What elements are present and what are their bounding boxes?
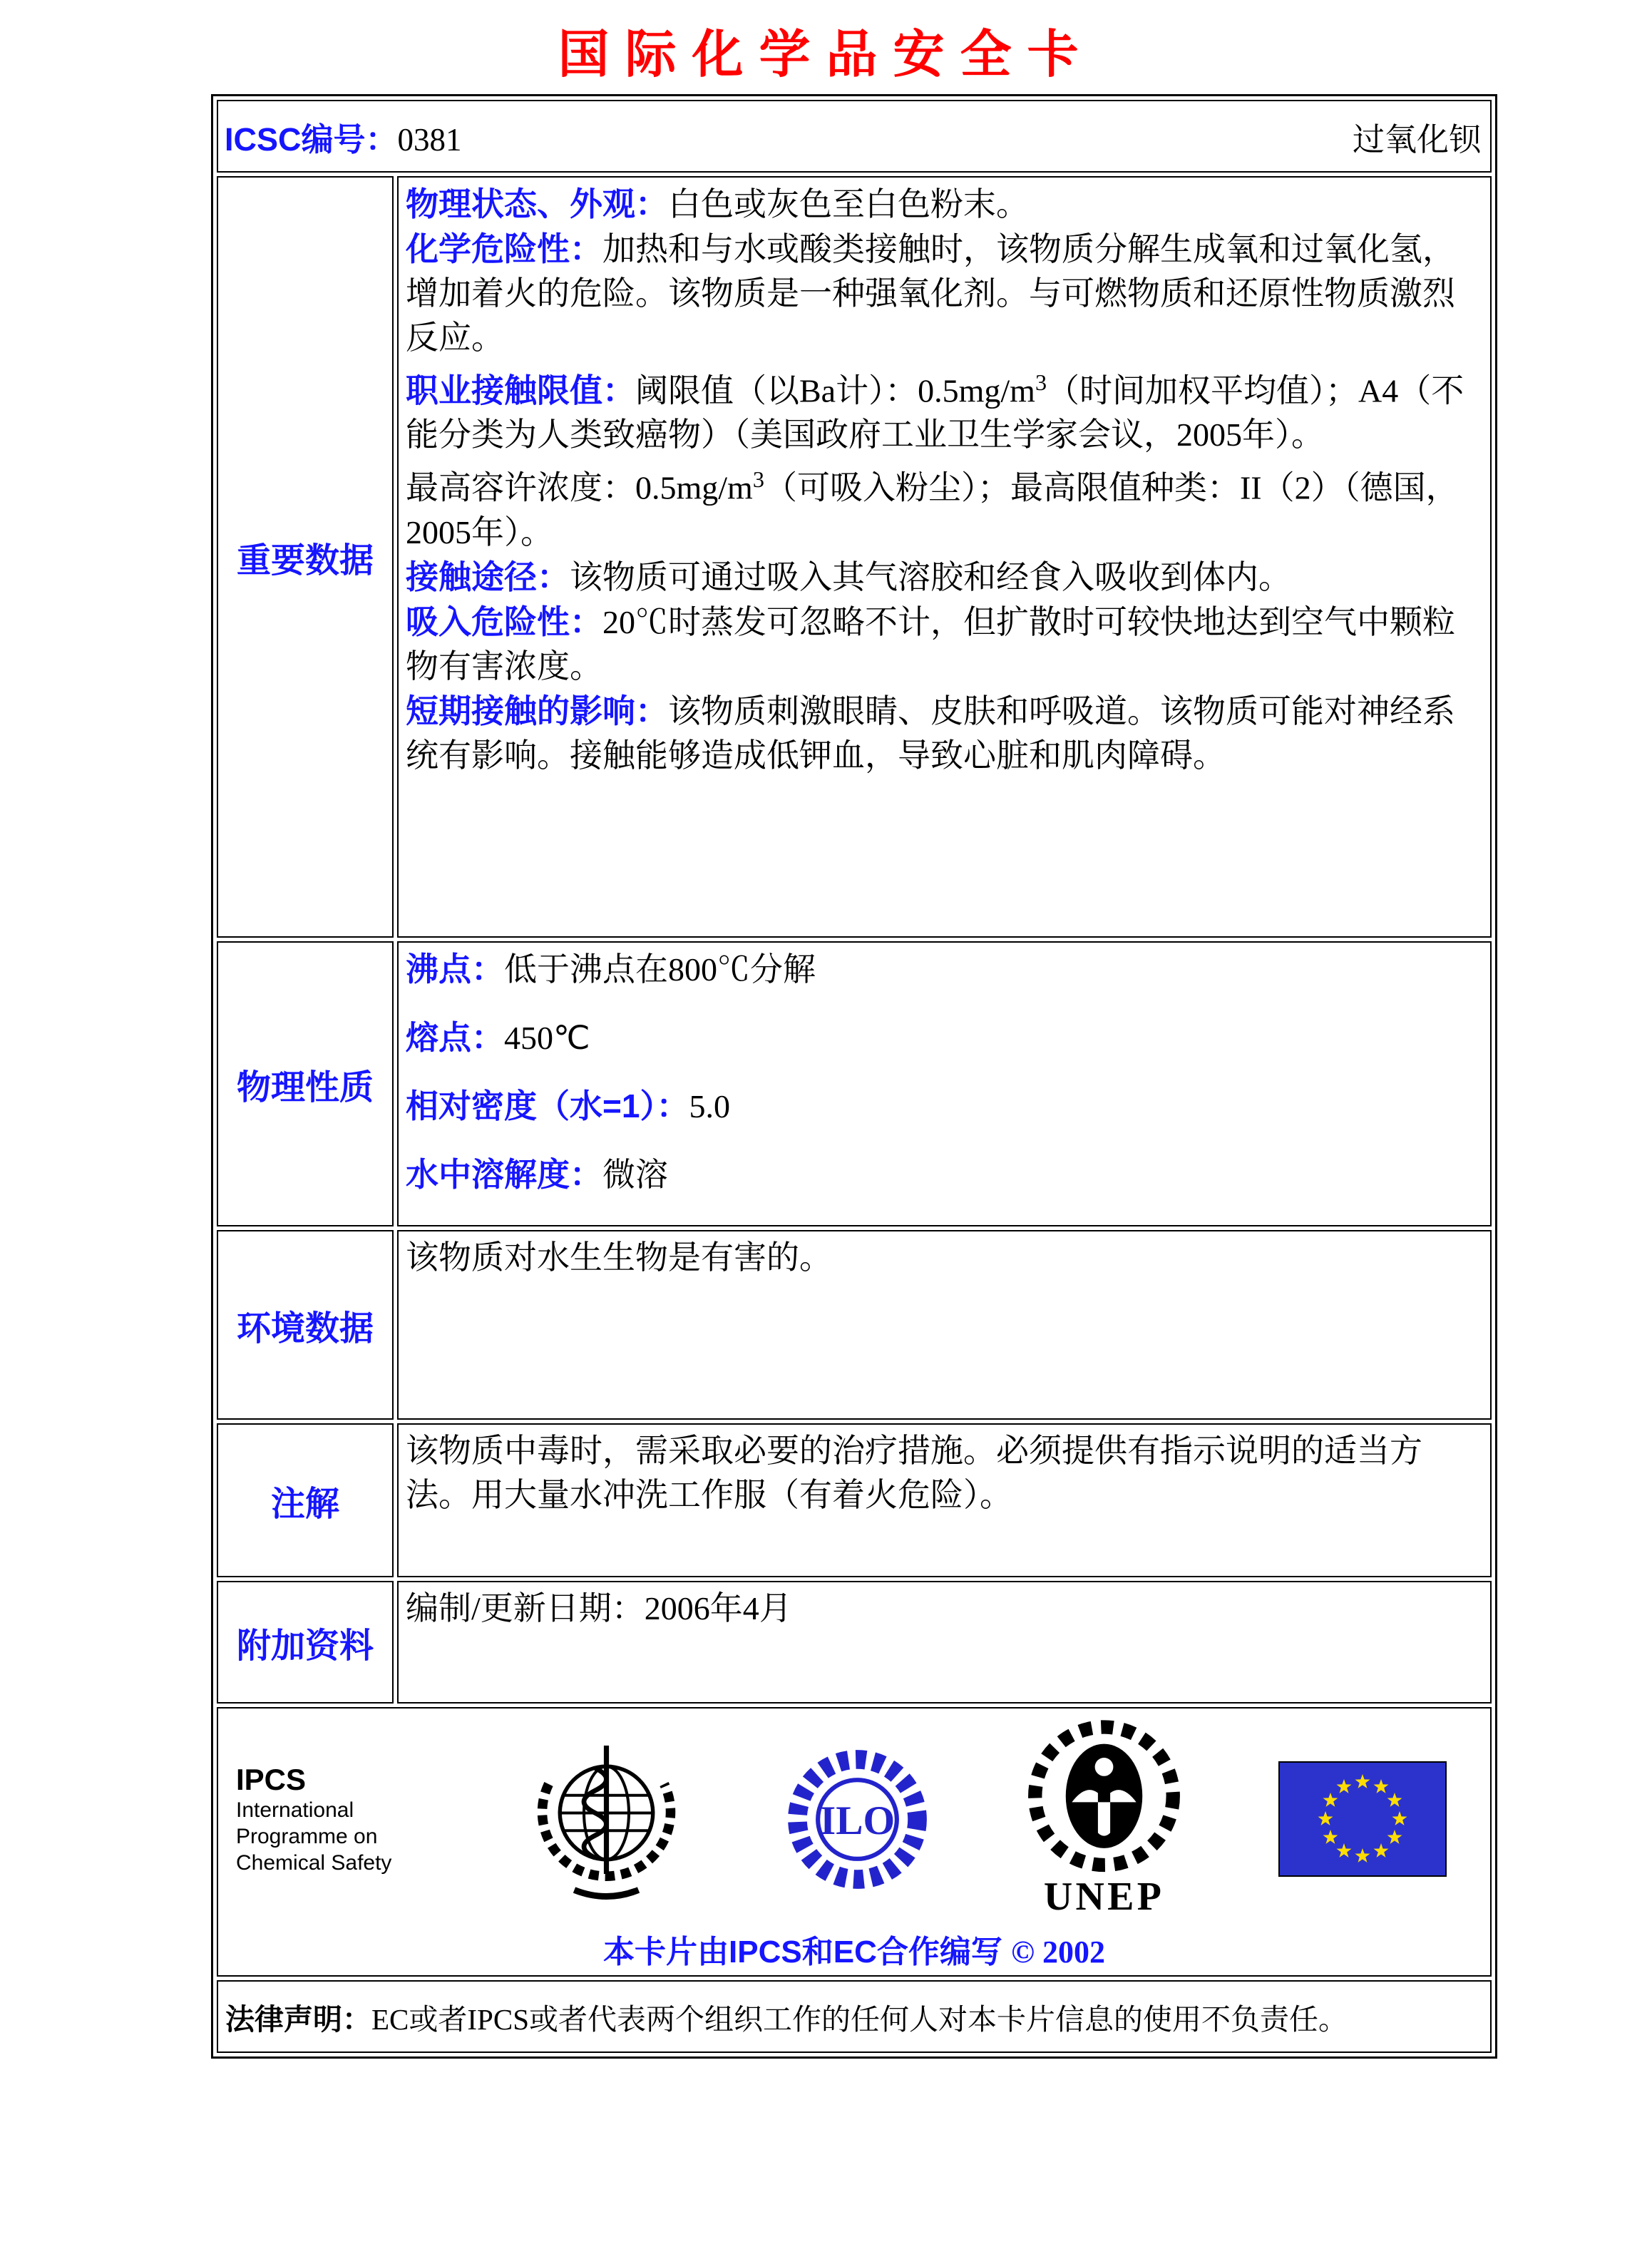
card-header-row: [217, 100, 1492, 173]
section-content-physical-properties: 沸点：低于沸点在800℃分解 熔点：450℃ 相对密度（水=1）：5.0 水中溶解度：微溶: [397, 941, 1492, 1226]
section-row-notes: [217, 1423, 1492, 1577]
section-row-additional-information: [217, 1581, 1492, 1704]
section-label-environmental-data: 环境数据: [217, 1230, 394, 1420]
cooperation-caption: [233, 1926, 1475, 1972]
icsc-number-value: 0381: [397, 121, 462, 158]
page-title: 国际化学品安全卡: [558, 26, 1094, 83]
ipcs-line-1: International: [236, 1798, 354, 1822]
ipcs-text-block: [236, 1763, 429, 1876]
icsc-number: [225, 113, 462, 160]
eu-flag-icon: [1278, 1761, 1447, 1877]
legal-row: [217, 1980, 1492, 2053]
ipcs-line-3: Chemical Safety: [236, 1850, 392, 1875]
section-label-important-data: 重要数据: [217, 176, 394, 938]
section-content-environmental-data: 该物质对水生生物是有害的。: [397, 1230, 1492, 1420]
who-icon: [526, 1736, 687, 1903]
ipcs-line-2: Programme on: [236, 1824, 378, 1848]
section-content-notes: 该物质中毒时，需采取必要的治疗措施。必须提供有指示说明的适当方法。用大量水冲洗工作服（有着火危险）。: [397, 1423, 1492, 1577]
logos-row: [217, 1707, 1492, 1977]
legal-text: EC或者IPCS或者代表两个组织工作的任何人对本卡片信息的使用不负责任。: [371, 2002, 1348, 2036]
section-label-notes: 注解: [217, 1423, 394, 1577]
section-row-environmental-data: [217, 1230, 1492, 1420]
legal-label: 法律声明：: [225, 2002, 371, 2036]
section-content-additional-information: 编制/更新日期：2006年4月: [397, 1581, 1492, 1704]
caption-text: 本卡片由IPCS和EC合作编写: [603, 1935, 1002, 1969]
section-label-additional-information: 附加资料: [217, 1581, 394, 1704]
copyright-text: © 2002: [1011, 1935, 1105, 1969]
unep-letters: UNEP: [1044, 1874, 1165, 1919]
ipcs-acronym: IPCS: [236, 1762, 307, 1796]
section-row-important-data: [217, 176, 1492, 938]
ilo-icon: [784, 1746, 930, 1892]
section-content-important-data: 物理状态、外观：白色或灰色至白色粉末。 化学危险性：加热和与水或酸类接触时，该物质分解生成氧和过氧化氢，增加着火的危险。该物质是一种强氧化剂。与可燃物质和还原性物质激烈反应。 职业接触限值：阈限值（以Ba计）：$0.5mg/m^3$（时间加权平均值）；A4（不能分类为人类致癌物）（美国政府工业卫生学家会议，2005年）。 最高容许浓度：$0.5mg/m^3$（可吸入粉尘）；最高限值种类：II（2）（德国，2005年）。 接触途径：该物质可通过吸入其气溶胶和经食入吸收到体内。 吸入危险性：20℃时蒸发可忽略不计，但扩散时可较快地达到空气中颗粒物有害浓度。 短期接触的影响：该物质刺激眼睛、皮肤和呼吸道。该物质可能对神经系统有影响。接触能够造成低钾血，导致心脏和肌肉障碍。: [397, 176, 1492, 938]
chemical-name: 过氧化钡: [1352, 121, 1481, 158]
icsc-card-table: [211, 94, 1497, 2059]
section-label-physical-properties: 物理性质: [217, 941, 394, 1226]
icsc-number-label: ICSC编号：: [225, 121, 398, 158]
unep-icon: [1027, 1719, 1181, 1919]
ilo-letters: ILO: [819, 1798, 895, 1843]
section-row-physical-properties: [217, 941, 1492, 1226]
